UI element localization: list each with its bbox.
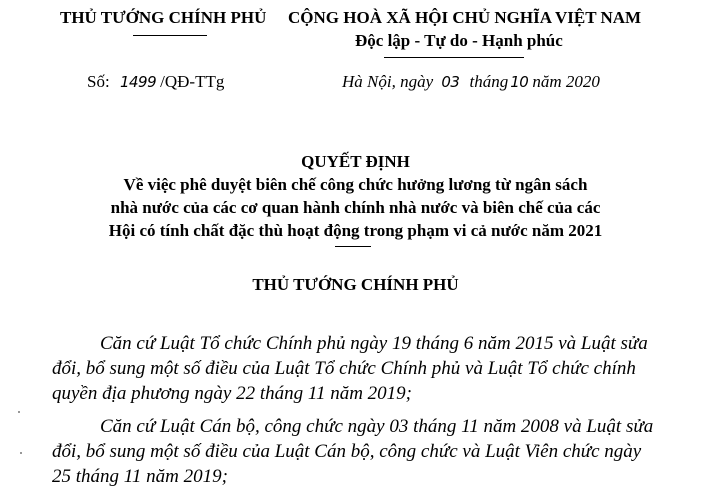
- number-handwritten: 1499: [119, 73, 157, 91]
- decision-subject-line-3: Hội có tính chất đặc thù hoạt động trong phạm vi cả nước năm 2021: [108, 221, 603, 240]
- national-title: CỘNG HOÀ XÃ HỘI CHỦ NGHĨA VIỆT NAM: [288, 8, 642, 27]
- place-date: [342, 72, 600, 92]
- month-handwritten: 10: [510, 73, 529, 91]
- national-motto: Độc lập - Tự do - Hạnh phúc: [355, 31, 563, 50]
- document-number: [87, 72, 224, 92]
- paragraph-2-line-1: Căn cứ Luật Cán bộ, công chức ngày 03 tháng 11 năm 2008 và Luật sửa: [100, 416, 654, 437]
- decision-title: QUYẾT ĐỊNH: [301, 152, 410, 171]
- place-date-prefix: Hà Nội, ngày: [342, 72, 434, 91]
- month-label: tháng: [469, 72, 509, 91]
- scan-speck: [18, 411, 20, 413]
- paragraph-2-line-3: 25 tháng 11 năm 2019;: [52, 466, 228, 487]
- issuer-underline: [133, 35, 207, 36]
- number-prefix: Số:: [87, 72, 110, 91]
- authority-heading: THỦ TƯỚNG CHÍNH PHỦ: [252, 275, 459, 294]
- legal-basis-paragraph-1: [52, 331, 660, 406]
- paragraph-1-line-2: đổi, bổ sung một số điều của Luật Tổ chức Chính phủ và Luật Tổ chức chính: [52, 358, 636, 379]
- paragraph-2-line-2: đổi, bổ sung một số điều của Luật Cán bộ, công chức và Luật Viên chức ngày: [52, 441, 642, 462]
- year-text: năm 2020: [532, 72, 600, 91]
- motto-underline: [384, 57, 524, 58]
- paragraph-1-line-3: quyền địa phương ngày 22 tháng 11 năm 2019;: [52, 383, 412, 404]
- scan-speck: [20, 452, 22, 454]
- issuer-name: THỦ TƯỚNG CHÍNH PHỦ: [60, 8, 267, 27]
- paragraph-1-line-1: Căn cứ Luật Tổ chức Chính phủ ngày 19 tháng 6 năm 2015 và Luật sửa: [100, 333, 648, 354]
- subject-underline: [335, 246, 371, 247]
- decision-subject-line-1: Về việc phê duyệt biên chế công chức hưởng lương từ ngân sách: [123, 175, 588, 194]
- day-handwritten: 03: [441, 73, 460, 91]
- decision-subject-line-2: nhà nước của các cơ quan hành chính nhà nước và biên chế của các: [110, 198, 601, 217]
- legal-basis-paragraph-2: [52, 414, 660, 489]
- number-suffix: /QĐ-TTg: [160, 72, 225, 91]
